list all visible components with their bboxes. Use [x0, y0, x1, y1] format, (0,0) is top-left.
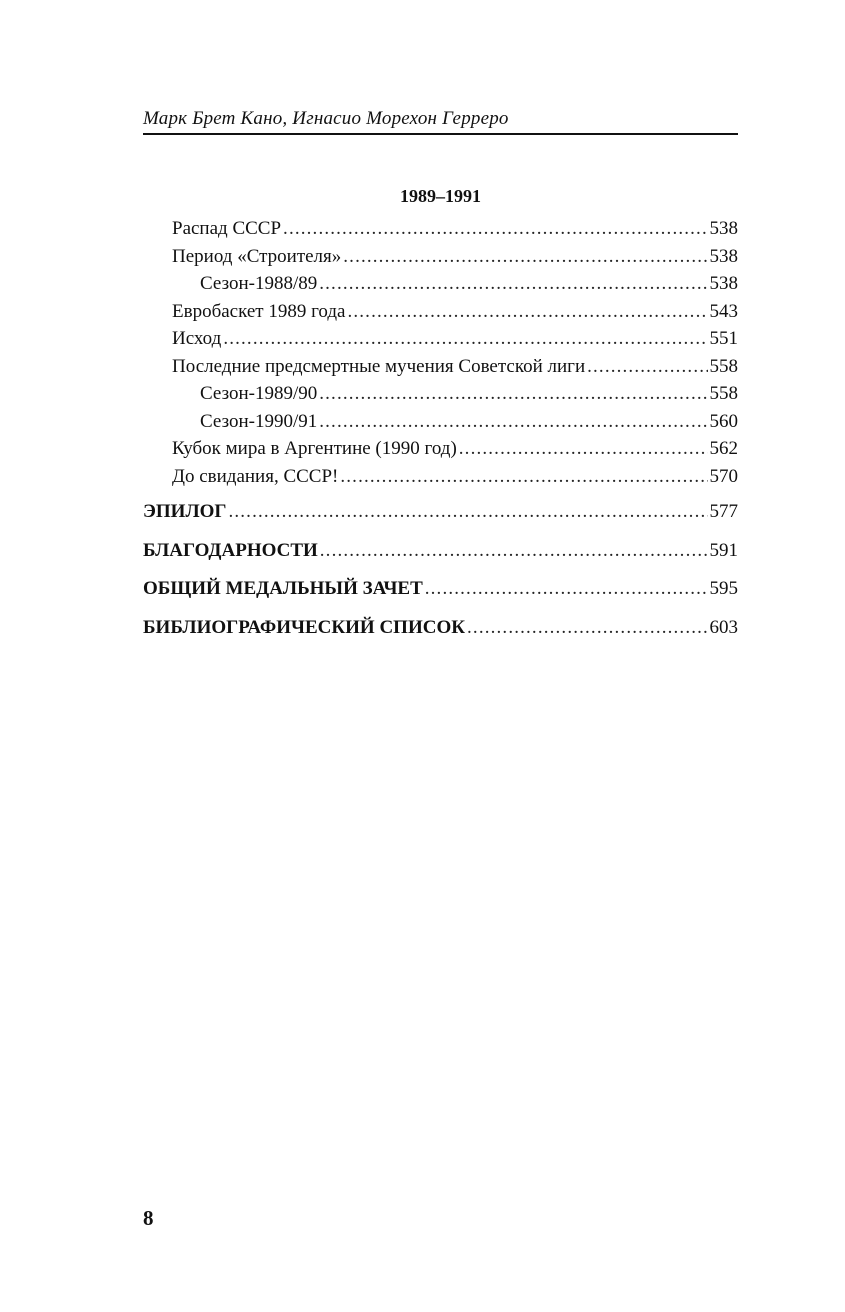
toc-entry-goodbye-ussr[interactable]: [143, 463, 738, 491]
dot-leader: [467, 609, 707, 648]
toc-entry-medal-table[interactable]: [143, 570, 738, 609]
toc-entry-title: Период «Строителя»: [172, 245, 342, 267]
toc-entry-title: Сезон-1988/89: [200, 273, 318, 294]
toc-entry-title: До свидания, СССР!: [172, 465, 339, 487]
page-number: 8: [143, 1206, 154, 1230]
dot-leader: [343, 243, 707, 271]
section-heading: 1989–1991: [400, 186, 481, 206]
dot-leader: [320, 532, 708, 571]
dot-leader: [228, 493, 707, 532]
toc-entry-page: 562: [709, 438, 738, 459]
header-rule: [143, 133, 738, 135]
toc-entry-page: 558: [709, 355, 738, 377]
toc-entry-title: Исход: [172, 328, 222, 349]
toc-entry-title: ОБЩИЙ МЕДАЛЬНЫЙ ЗАЧЕТ: [143, 578, 423, 599]
toc-entry-epilogue[interactable]: [143, 493, 738, 532]
table-of-contents: [143, 215, 738, 647]
toc-entry-page: 538: [709, 218, 738, 239]
toc-entry-world-cup-argentina[interactable]: [143, 435, 738, 463]
toc-entry-title: Последние предсмертные мучения Советской лиги: [172, 355, 586, 377]
dot-leader: [587, 353, 707, 381]
toc-entry-page: 591: [709, 539, 738, 561]
toc-entry-exodus[interactable]: [143, 325, 738, 353]
toc-entry-title: Сезон-1989/90: [200, 383, 318, 404]
toc-entry-acknowledgements[interactable]: [143, 532, 738, 571]
toc-entry-season-1989-90[interactable]: [143, 380, 738, 408]
toc-entry-page: 538: [709, 273, 738, 294]
toc-entry-page: 560: [709, 410, 738, 432]
dot-leader: [340, 463, 707, 491]
running-head: Марк Брет Кано, Игнасио Морехон Герреро: [143, 108, 509, 129]
toc-entry-title: Кубок мира в Аргентине (1990 год): [172, 438, 457, 459]
dot-leader: [223, 325, 707, 353]
toc-entry-title: Распад СССР: [172, 218, 282, 239]
toc-entry-season-1990-91[interactable]: [143, 408, 738, 436]
toc-entry-eurobasket-1989[interactable]: [143, 298, 738, 326]
toc-entry-page: 603: [709, 616, 738, 638]
dot-leader: [283, 215, 707, 243]
toc-entry-title: Евробаскет 1989 года: [172, 300, 346, 322]
dot-leader: [319, 408, 707, 436]
toc-entry-title: БИБЛИОГРАФИЧЕСКИЙ СПИСОК: [143, 616, 466, 638]
toc-entry-page: 577: [709, 501, 738, 522]
toc-entry-collapse-of-ussr[interactable]: [143, 215, 738, 243]
toc-entry-bibliography[interactable]: [143, 609, 738, 648]
dot-leader: [425, 570, 708, 609]
dot-leader: [319, 380, 707, 408]
toc-entry-builder-period[interactable]: [143, 243, 738, 271]
toc-entry-page: 558: [709, 383, 738, 404]
dot-leader: [319, 270, 707, 298]
toc-entry-last-agony-soviet-league[interactable]: [143, 353, 738, 381]
toc-entry-page: 538: [709, 245, 738, 267]
toc-entry-page: 551: [709, 328, 738, 349]
toc-entry-title: ЭПИЛОГ: [143, 501, 227, 522]
toc-entry-title: Сезон-1990/91: [200, 410, 318, 432]
dot-leader: [347, 298, 707, 326]
toc-entry-title: БЛАГОДАРНОСТИ: [143, 539, 318, 561]
toc-entry-page: 595: [709, 578, 738, 599]
dot-leader: [459, 435, 708, 463]
toc-entry-page: 543: [709, 300, 738, 322]
toc-entry-season-1988-89[interactable]: [143, 270, 738, 298]
toc-entry-page: 570: [709, 465, 738, 487]
